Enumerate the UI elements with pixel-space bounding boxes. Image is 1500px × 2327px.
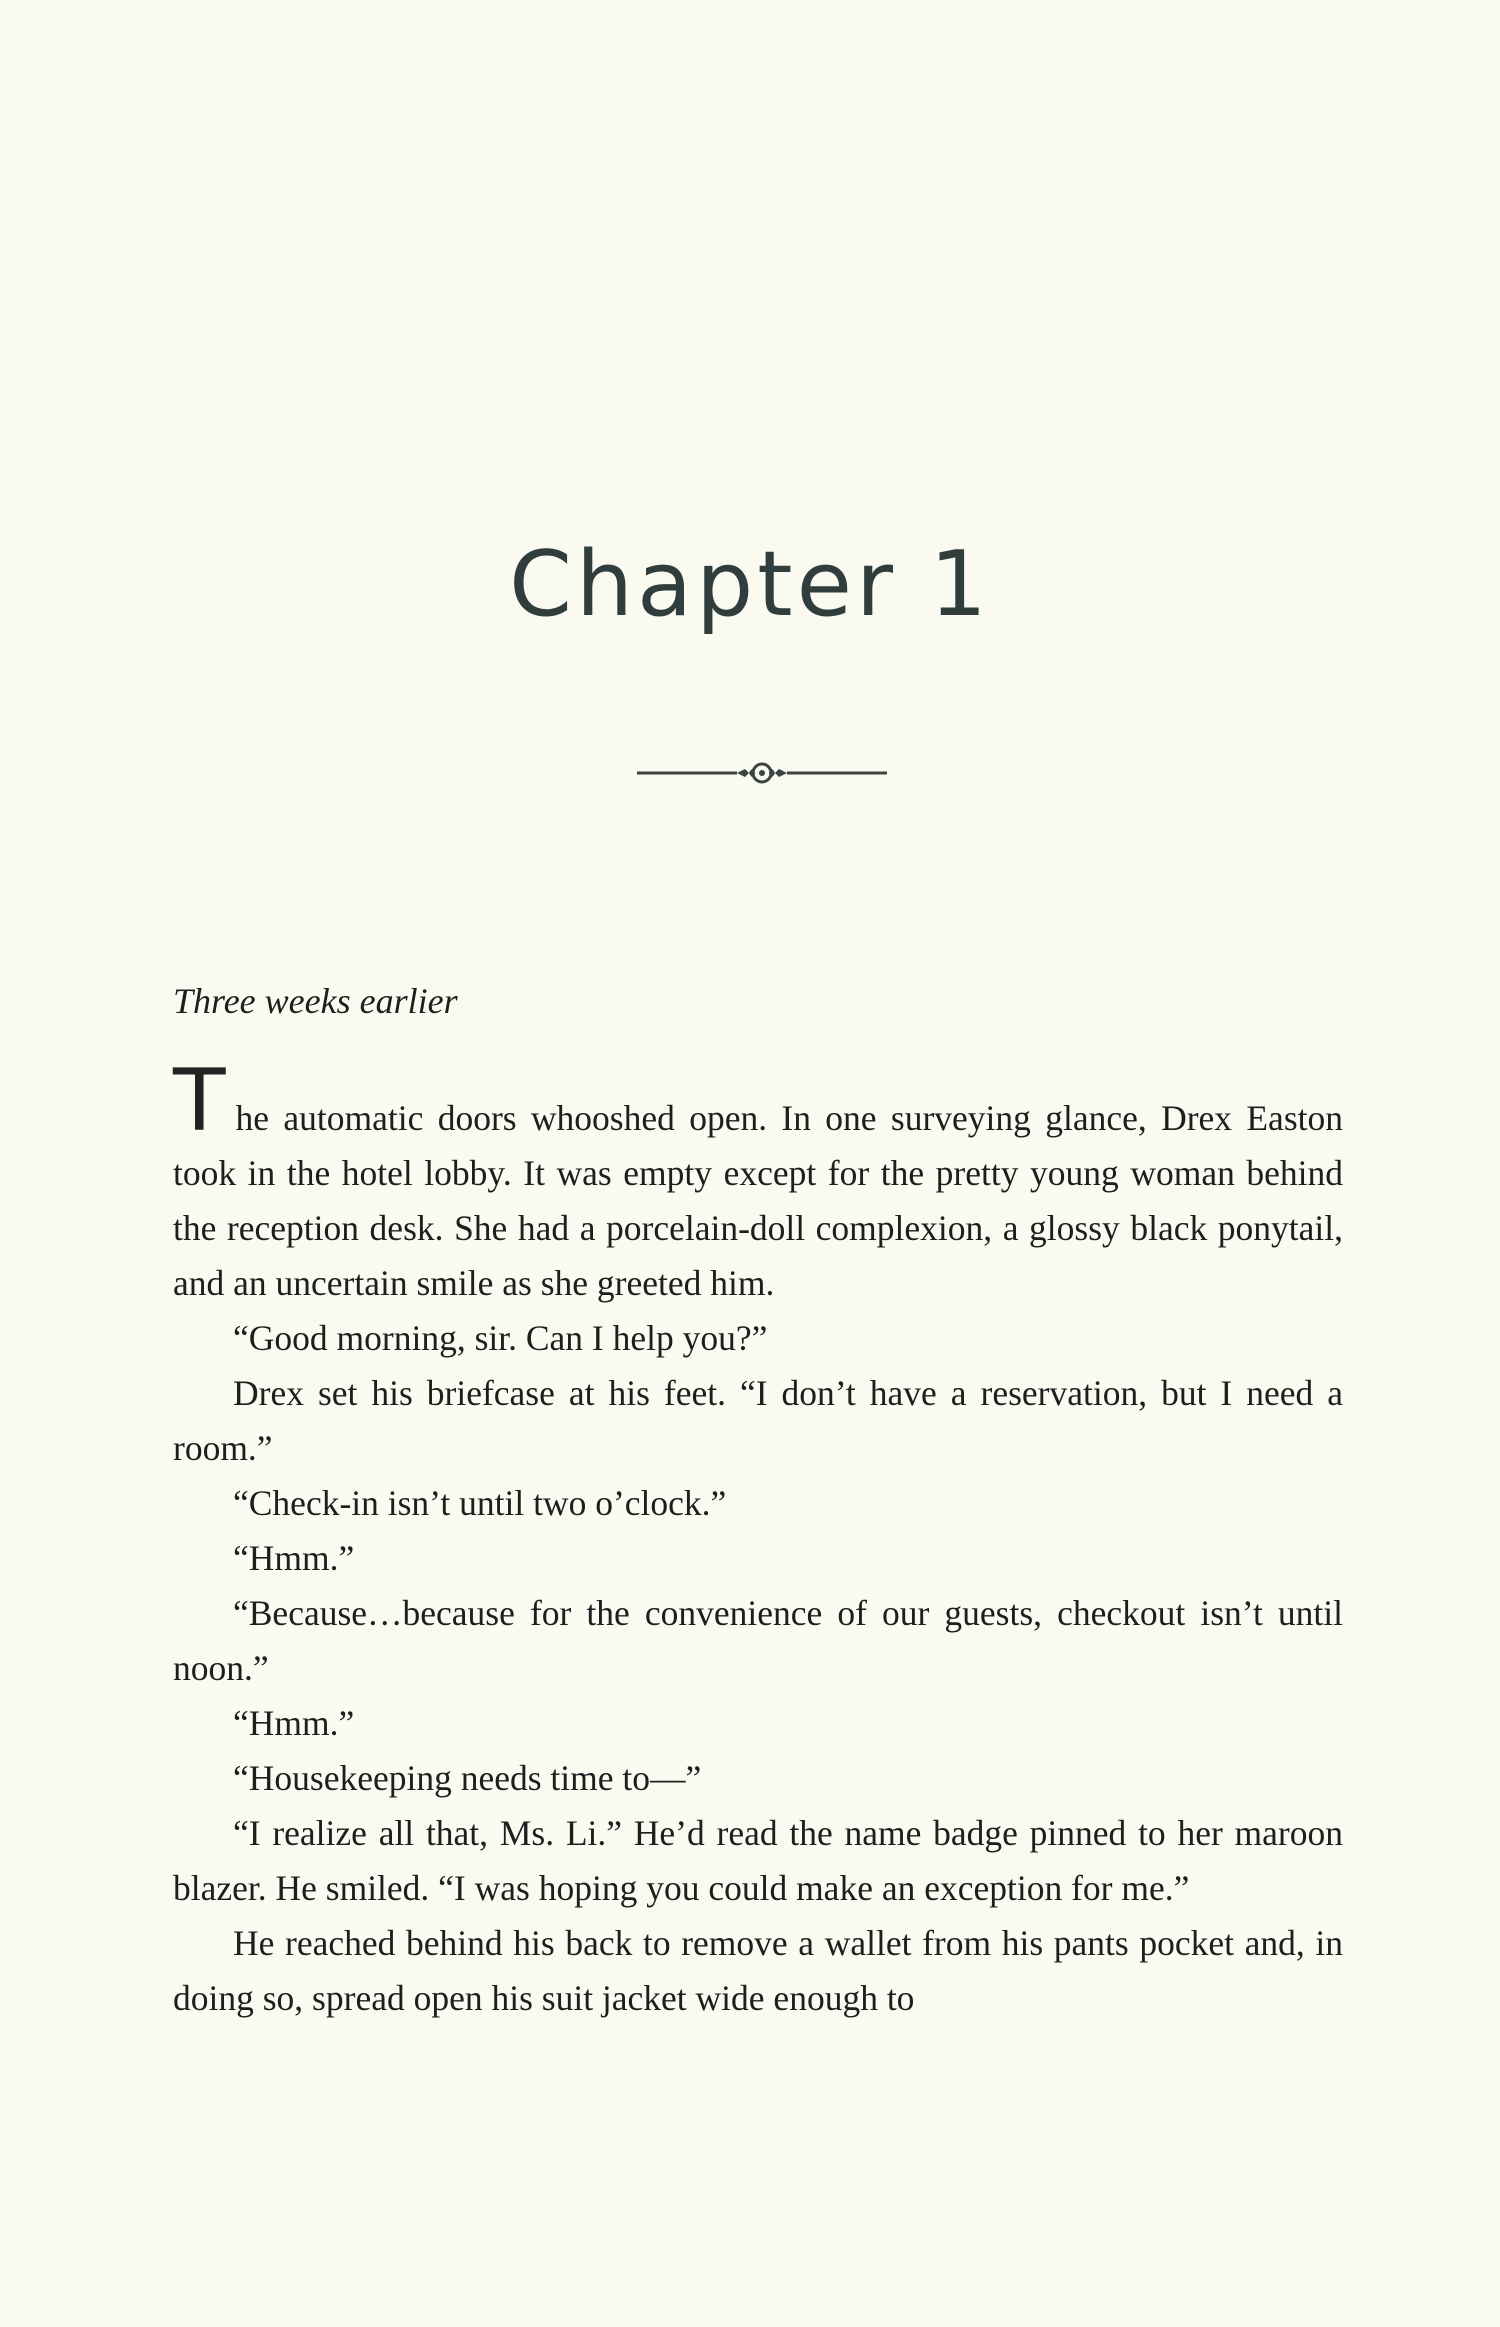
chapter-subheading: Three weeks earlier — [173, 981, 458, 1021]
paragraph: “Hmm.” — [233, 1538, 355, 1578]
ornamental-divider-icon — [637, 760, 887, 786]
drop-cap: T — [173, 1051, 226, 1151]
paragraph: “Check-in isn’t until two o’clock.” — [233, 1483, 727, 1523]
paragraph: “Good morning, sir. Can I help you?” — [233, 1318, 768, 1358]
paragraph: “Hmm.” — [233, 1703, 355, 1743]
paragraph — [173, 1051, 1343, 1311]
chapter-heading: Chapter 1 — [509, 532, 991, 637]
paragraph: “I realize all that, Ms. Li.” He’d read the name badge pinned to her maroon blazer. He smiled. “I was hoping you could make an exception for me.” — [173, 1813, 1343, 1908]
paragraph: “Housekeeping needs time to—” — [233, 1758, 702, 1798]
paragraph: “Because…because for the convenience of our guests, checkout isn’t until noon.” — [173, 1593, 1343, 1688]
paragraph: Drex set his briefcase at his feet. “I don’t have a reservation, but I need a room.” — [173, 1373, 1343, 1468]
paragraph: He reached behind his back to remove a wallet from his pants pocket and, in doing so, spread open his suit jacket wide enough to — [173, 1923, 1343, 2018]
paragraph-text: he automatic doors whooshed open. In one surveying glance, Drex Easton took in the hotel lobby. It was empty except for the pretty young woman behind the reception desk. She had a porcelain-doll complexion, a glossy black ponytail, and an uncertain smile as she greeted him. — [173, 1098, 1343, 1303]
chapter-body — [173, 1051, 1343, 2026]
